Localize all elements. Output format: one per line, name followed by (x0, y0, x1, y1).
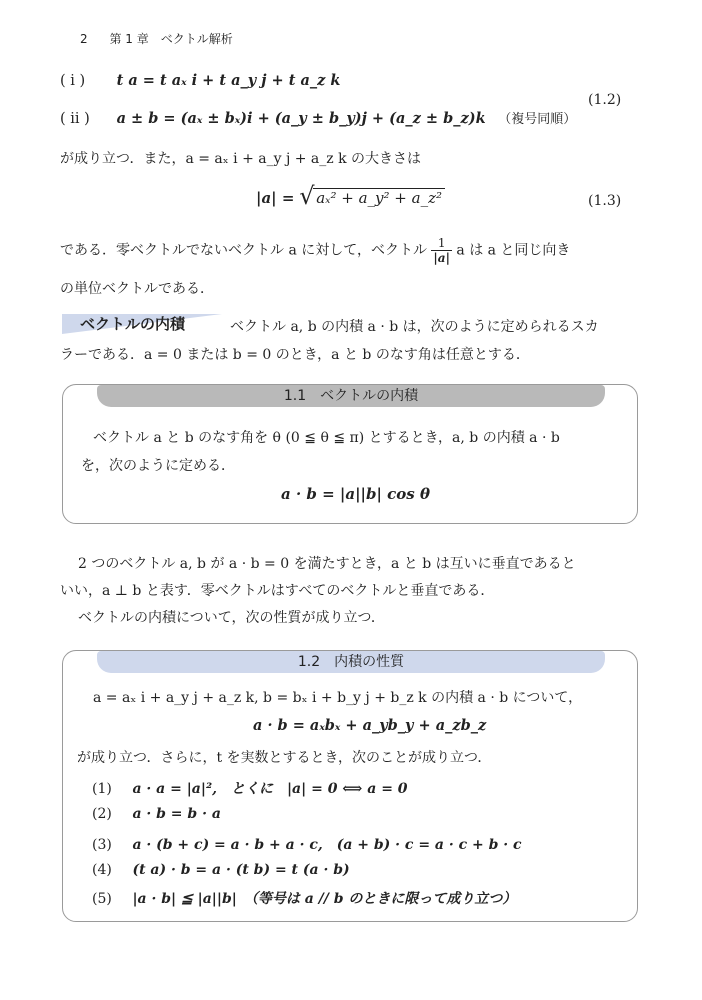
equation-i-label: ( i ) (60, 73, 86, 89)
property-text: a · a = |a|², とくに |a| = 0 ⟺ a = 0 (132, 781, 408, 797)
property-item (92, 862, 350, 878)
paragraph-2-text-a: である．零ベクトルでないベクトル a に対して，ベクトル (60, 242, 427, 259)
paragraph-3-line-2: いい，a ⊥ b と表す．零ベクトルはすべてのベクトルと垂直である． (60, 583, 495, 599)
property-label: (3) (92, 837, 112, 853)
sqrt-expression (299, 182, 445, 210)
property-item (92, 806, 221, 822)
property-text: a · b = b · a (132, 806, 221, 822)
equation-ii-note: （複号同順） (498, 112, 577, 127)
definition-box-title: 1.1 ベクトルの内積 (97, 385, 605, 407)
theorem-after: が成り立つ．さらに，t を実数とするとき，次のことが成り立つ． (77, 750, 492, 766)
page-header (80, 30, 233, 47)
property-label: (1) (92, 781, 112, 797)
property-label: (4) (92, 862, 112, 878)
equation-number-1-2: (1.2) (588, 92, 622, 108)
theorem-box-title: 1.2 内積の性質 (97, 651, 605, 673)
paragraph-1: が成り立つ．また，a = aₓ i + a_y j + a_z k の大きさは (60, 151, 422, 167)
property-item (92, 778, 408, 798)
definition-formula: a · b = |a||b| cos θ (281, 485, 430, 503)
section-line-2: ラーである．a = 0 または b = 0 のとき，a と b のなす角は任意とする． (60, 347, 530, 363)
equation-i-formula: t a = t aₓ i + t a_y j + t a_z k (116, 72, 341, 89)
definition-line-2: を，次のように定める． (81, 458, 235, 474)
unit-vector-fraction (431, 236, 452, 265)
theorem-formula: a · b = aₓbₓ + a_yb_y + a_zb_z (253, 717, 487, 734)
sqrt-symbol: √ (299, 182, 315, 210)
fraction-numerator: 1 (431, 236, 452, 251)
property-text: a · (b + c) = a · b + a · c, (a + b) · c = a · c + b · c (132, 837, 522, 853)
section-line-1: ベクトル a, b の内積 a · b は，次のように定められるスカ (230, 319, 599, 335)
property-text: (t a) · b = a · (t b) = t (a · b) (132, 862, 350, 878)
property-label: (5) (92, 891, 112, 907)
paragraph-2-line-1 (60, 236, 570, 265)
definition-box-inner-product (62, 384, 638, 524)
paragraph-2-text-b: a は a と同じ向き (456, 242, 571, 259)
sqrt-radicand: aₓ² + a_y² + a_z² (313, 188, 445, 207)
paragraph-3-line-1: 2 つのベクトル a, b が a · b = 0 を満たすとき，a と b は互いに垂直であると (78, 556, 576, 572)
fraction-denominator: |a| (433, 251, 450, 265)
equation-1-3 (256, 182, 445, 210)
paragraph-2-line-2: の単位ベクトルである． (60, 281, 214, 297)
definition-line-1: ベクトル a と b のなす角を θ (0 ≦ θ ≦ π) とするとき，a, b の内積 a · b (93, 430, 560, 446)
paragraph-3-line-3: ベクトルの内積について，次の性質が成り立つ． (78, 610, 385, 626)
magnitude-lhs: |a| = (256, 189, 295, 207)
property-item (92, 834, 522, 854)
property-item (92, 888, 516, 908)
equation-number-1-3: (1.3) (588, 193, 622, 209)
property-text: |a · b| ≦ |a||b| （等号は a // b のときに限って成り立つ） (132, 891, 517, 907)
theorem-intro: a = aₓ i + a_y j + a_z k, b = bₓ i + b_y j + b_z k の内積 a · b について， (93, 690, 583, 706)
chapter-title: 第 1 章 ベクトル解析 (109, 32, 233, 46)
equation-ii-formula: a ± b = (aₓ ± bₓ)i + (a_y ± b_y)j + (a_z ± b_z)k (116, 110, 486, 127)
equation-i (60, 72, 340, 89)
equation-ii (60, 108, 576, 127)
section-heading (62, 314, 212, 336)
section-heading-title: ベクトルの内積 (80, 315, 186, 333)
equation-ii-label: ( ii ) (60, 111, 90, 127)
property-label: (2) (92, 806, 112, 822)
page-number: 2 (80, 32, 88, 46)
